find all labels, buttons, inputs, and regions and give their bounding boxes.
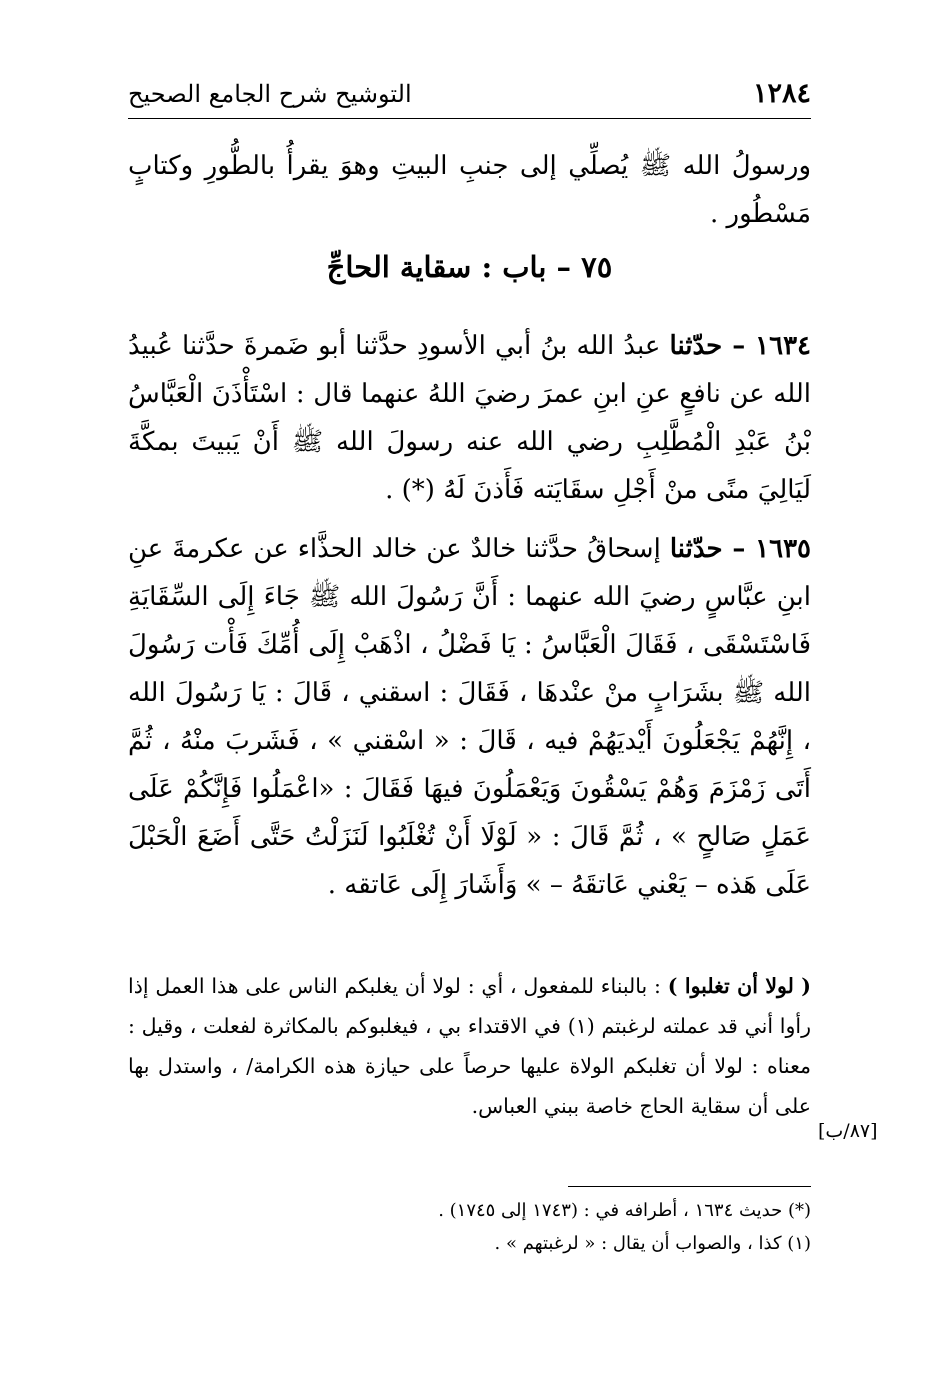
commentary-paragraph — [128, 966, 811, 1126]
hadith-number: ١٦٣٤ — [755, 331, 811, 361]
footnote-item: (*) حديث ١٦٣٤ ، أطرافه في : (١٧٤٣ إلى ١٧٤٥) . — [438, 1200, 811, 1221]
hadith-lead-word: حدّثنا — [669, 534, 723, 564]
intro-paragraph: ورسولُ الله ﷺ يُصلِّي إلى جنبِ البيتِ وهوَ يقرأُ بالطُّورِ وكتابٍ مَسْطُور . — [128, 151, 811, 229]
hadith-lead-word: حدّثنا — [669, 331, 723, 361]
commentary-text: : بالبناء للمفعول ، أي : لولا أن يغلبكم الناس على هذا العمل إذا رأوا أني قد عملته لرغبتم (١) في الاقتداء بي ، فيغلبوكم بالمكاثرة لفعلت ، وقيل : معناه : لولا أن تغلبكم الولاة عليها حرصاً على حيازة هذه الكرامة/ ، واستدل بها على أن سقاية الحاج خاصة ببني العباس. — [128, 974, 811, 1118]
footnote-divider — [568, 1186, 811, 1187]
running-title: التوشيح شرح الجامع الصحيح — [128, 80, 412, 108]
page-header — [128, 78, 811, 119]
hadith-1635 — [128, 525, 811, 909]
hadith-text: إسحاقُ حدَّثنا خالدٌ عن خالد الحذَّاء عن عكرمةَ عنِ ابنِ عبَّاسٍ رضيَ الله عنهما : أَنَّ رَسُولَ الله ﷺ جَاءَ إِلَى السِّقَايَةِ فَاسْتَسْقَى ، فَقَالَ الْعَبَّاسُ : يَا فَضْلُ ، اذْهَبْ إِلَى أُمِّكَ فَأْت رَسُولَ الله ﷺ بشَرَابٍ منْ عنْدهَا ، فَقَالَ : اسقني ، قَالَ : يَا رَسُولَ الله ، إِنَّهُمْ يَجْعَلُونَ أَيْديَهُمْ فيه ، قَالَ : « اسْقني » ، فَشَربَ منْهُ ، ثُمَّ أَتَى زَمْزَمَ وَهُمْ يَسْقُونَ وَيَعْمَلُونَ فيهَا فَقَالَ : «اعْمَلُوا فَإِنَّكُمْ عَلَى عَمَلٍ صَالحٍ » ، ثُمَّ قَالَ : « لَوْلَا أَنْ تُغْلَبُوا لَنَزَلْتُ حَتَّى أَضَعَ الْحَبْلَ عَلَى هَذه – يَعْني عَاتقَهُ – » وَأَشَارَ إِلَى عَاتقه . — [128, 534, 811, 900]
hadith-dash: – — [722, 534, 756, 564]
hadith-dash: – — [722, 331, 756, 361]
manuscript-folio-note: [٨٧/ب] — [818, 1120, 878, 1142]
commentary-term: ( لولا أن تغلبوا ) — [667, 974, 811, 998]
footnotes — [128, 1194, 811, 1260]
hadith-text: عبدُ الله بنُ أبي الأسودِ حدَّثنا أبو ضَمرةَ حدَّثنا عُبيدُ الله عن نافعٍ عنِ ابنِ عمرَ رضيَ اللهُ عنهما قال : اسْتَأْذَنَ الْعَبَّاسُ بْنُ عَبْدِ الْمُطَّلِبِ رضي الله عنه رسولَ الله ﷺ أَنْ يَبيتَ بمكَّةَ لَيَالِيَ منًى منْ أَجْلِ سقَايَته فَأَذنَ لَهُ (*) . — [128, 331, 811, 505]
section-heading: ٧٥ – باب : سقاية الحاجِّ — [326, 250, 613, 284]
hadith-1634 — [128, 322, 811, 514]
page-number: ١٢٨٤ — [752, 78, 811, 109]
hadith-number: ١٦٣٥ — [755, 534, 811, 564]
footnote-item: (١) كذا ، والصواب أن يقال : « لرغبتهم » . — [494, 1233, 811, 1254]
